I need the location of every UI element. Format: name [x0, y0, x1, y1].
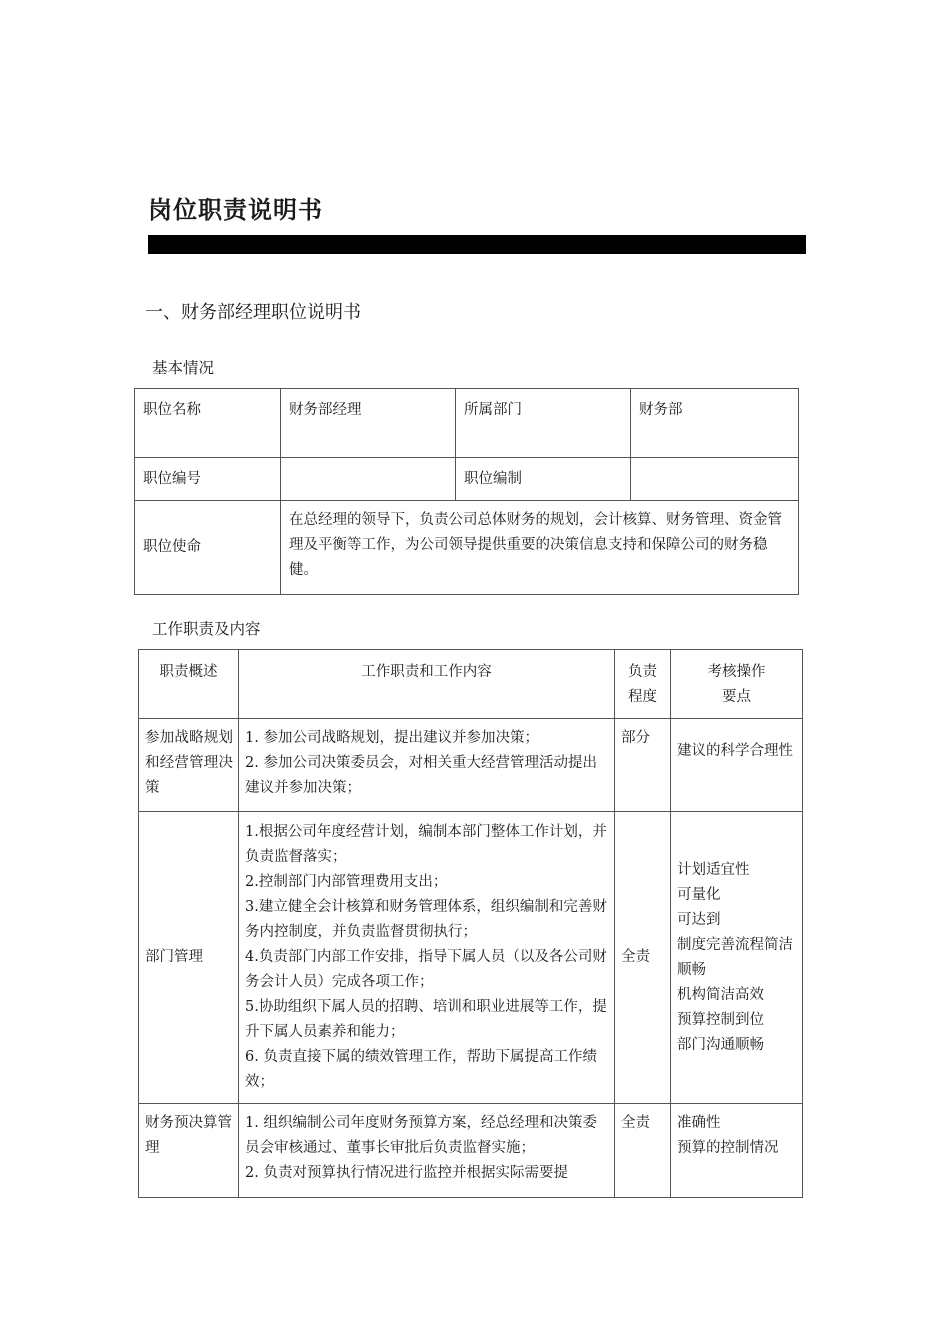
duties-table: [138, 649, 803, 1198]
duty-degree: 全责: [615, 812, 671, 1104]
document-title: 岗位职责说明书: [148, 195, 323, 224]
basic-info-table: [134, 388, 799, 595]
duty-content-line: 3.建立健全会计核算和财务管理体系，组织编制和完善财务内控制度，并负责监督贯彻执行；: [245, 899, 607, 940]
header-degree-line2: 程度: [628, 689, 657, 705]
position-quota-value: [631, 458, 799, 501]
duty-assessment: 建议的科学合理性: [671, 719, 803, 812]
table-row: [135, 501, 799, 595]
assessment-item: 计划适宜性: [677, 861, 750, 878]
duty-assessment: [671, 812, 803, 1104]
duty-content-line: 1.根据公司年度经营计划，编制本部门整体工作计划，并负责监督落实；: [245, 824, 607, 865]
assessment-item: 预算的控制情况: [677, 1140, 779, 1156]
header-assessment-line2: 要点: [722, 689, 751, 705]
mission-label: 职位使命: [135, 501, 281, 595]
header-degree-line1: 负责: [628, 664, 657, 680]
section-heading: 一、财务部经理职位说明书: [145, 302, 361, 323]
position-code-value: [281, 458, 456, 501]
duties-heading: 工作职责及内容: [152, 620, 261, 638]
assessment-item: 部门沟通顺畅: [677, 1036, 764, 1053]
position-quota-label: 职位编制: [456, 458, 631, 501]
duty-degree: 全责: [615, 1104, 671, 1198]
department-value: 财务部: [631, 389, 799, 458]
mission-value: 在总经理的领导下，负责公司总体财务的规划，会计核算、财务管理、资金管理及平衡等工作，为公司领导提供重要的决策信息支持和保障公司的财务稳健。: [281, 501, 799, 595]
duty-summary: 部门管理: [139, 812, 239, 1104]
table-row: [135, 458, 799, 501]
table-row: [139, 1104, 803, 1198]
duty-content-line: 1. 组织编制公司年度财务预算方案，经总经理和决策委员会审核通过、董事长审批后负责监督实施；: [245, 1115, 597, 1156]
duty-content-line: 1. 参加公司战略规划，提出建议并参加决策；: [245, 730, 539, 746]
position-name-value: 财务部经理: [281, 389, 456, 458]
header-summary: 职责概述: [139, 650, 239, 719]
duty-content-line: 6. 负责直接下属的绩效管理工作，帮助下属提高工作绩效；: [245, 1049, 597, 1090]
duty-content-line: 2.控制部门内部管理费用支出；: [245, 874, 448, 890]
duty-content-line: 4.负责部门内部工作安排，指导下属人员（以及各公司财务会计人员）完成各项工作；: [245, 949, 607, 990]
title-divider-bar: [148, 235, 806, 254]
duty-content: [239, 719, 615, 812]
header-content: 工作职责和工作内容: [239, 650, 615, 719]
position-name-label: 职位名称: [135, 389, 281, 458]
department-label: 所属部门: [456, 389, 631, 458]
table-row: [135, 389, 799, 458]
duty-summary: 财务预决算管理: [139, 1104, 239, 1198]
duty-content-line: 2. 参加公司决策委员会，对相关重大经营管理活动提出建议并参加决策；: [245, 755, 597, 796]
header-assessment: [671, 650, 803, 719]
duty-assessment: [671, 1104, 803, 1198]
duty-degree: 部分: [615, 719, 671, 812]
assessment-item: 机构简洁高效: [677, 986, 764, 1003]
header-degree: [615, 650, 671, 719]
duty-summary: 参加战略规划和经营管理决策: [139, 719, 239, 812]
duty-content-line: 5.协助组织下属人员的招聘、培训和职业进展等工作，提升下属人员素养和能力；: [245, 999, 607, 1040]
basic-info-heading: 基本情况: [152, 359, 215, 377]
duty-content: [239, 1104, 615, 1198]
assessment-item: 准确性: [677, 1115, 721, 1131]
header-assessment-line1: 考核操作: [707, 664, 766, 680]
position-code-label: 职位编号: [135, 458, 281, 501]
table-row: [139, 719, 803, 812]
duty-content-line: 2. 负责对预算执行情况进行监控并根据实际需要提: [245, 1165, 568, 1181]
table-header-row: [139, 650, 803, 719]
table-row: [139, 812, 803, 1104]
duty-content: [239, 812, 615, 1104]
assessment-item: 可达到: [677, 911, 721, 928]
assessment-item: 制度完善流程简洁顺畅: [677, 936, 793, 978]
assessment-item: 可量化: [677, 886, 721, 903]
assessment-item: 预算控制到位: [677, 1011, 764, 1028]
